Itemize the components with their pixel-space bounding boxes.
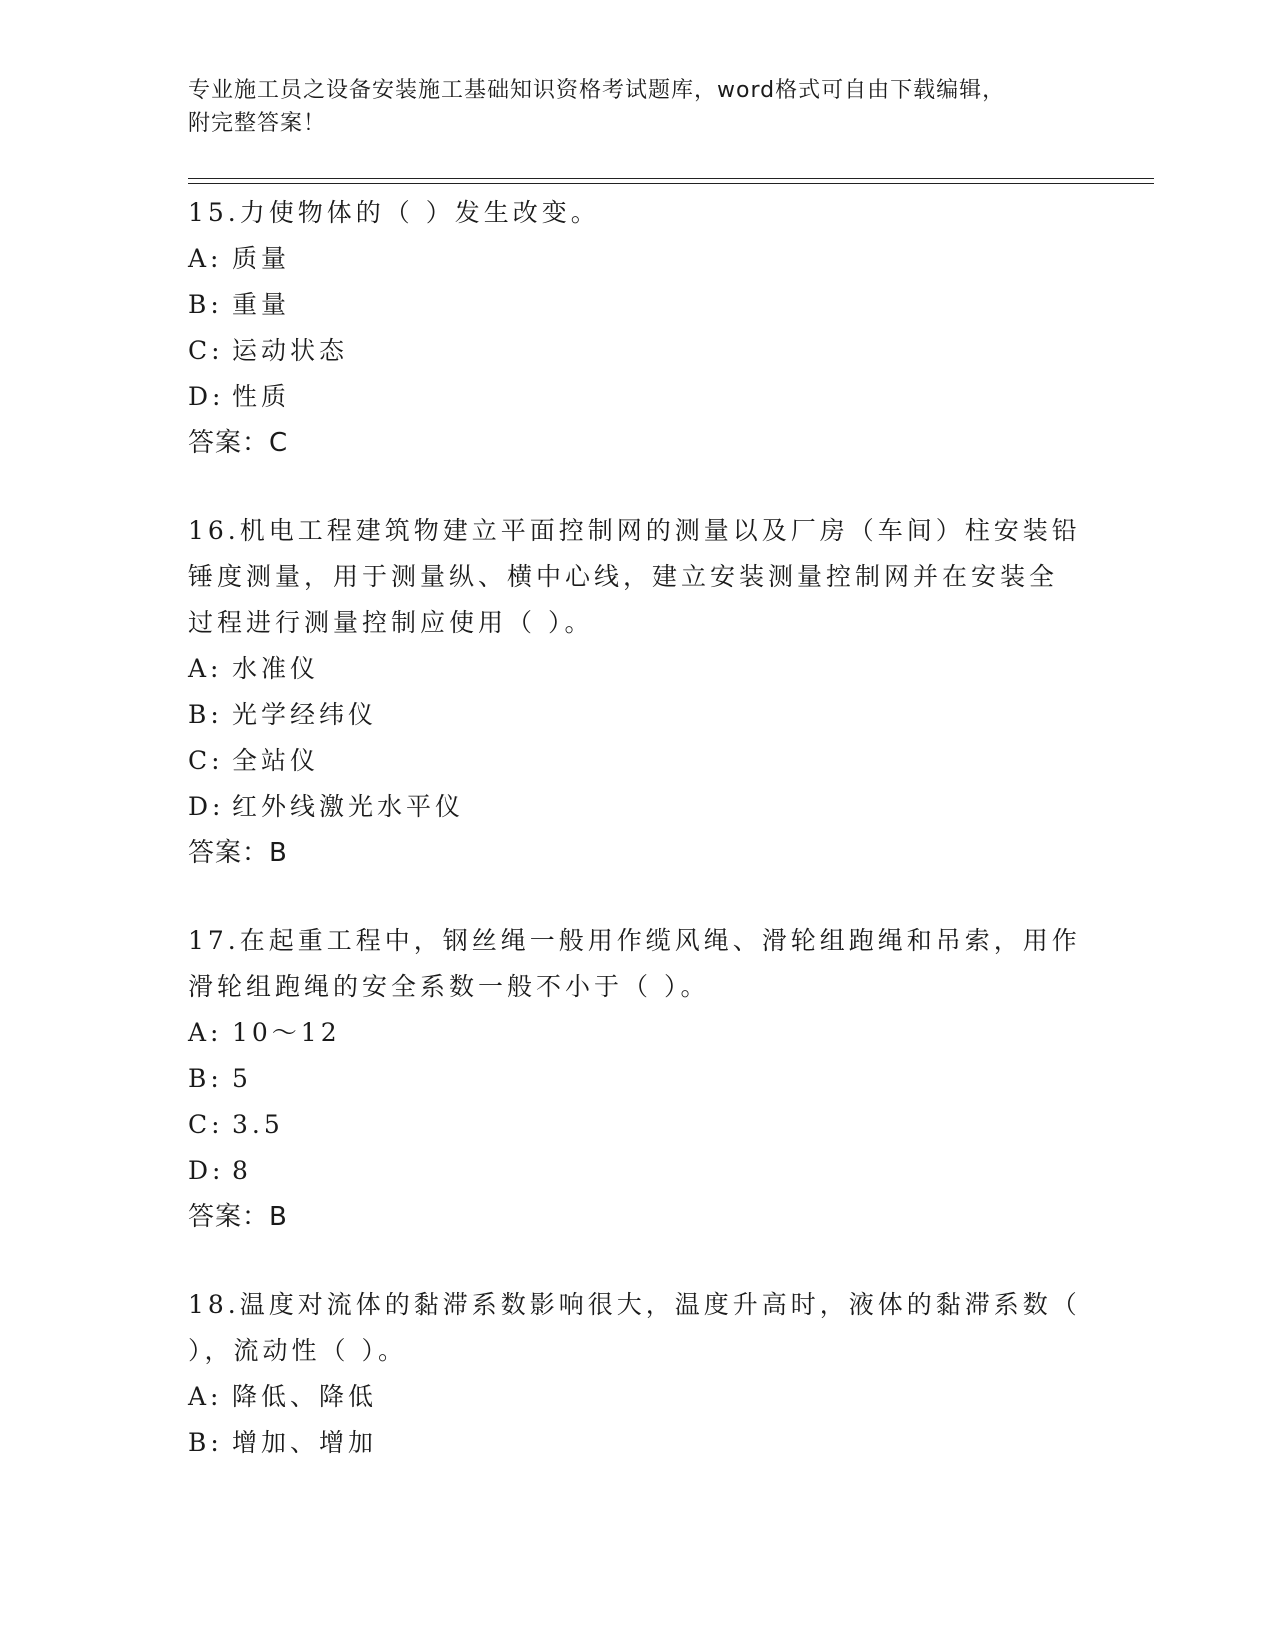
option-letter: B: xyxy=(188,1428,223,1457)
answer-line: 答案：B xyxy=(188,1202,288,1232)
question-stem-line: 过程进行测量控制应使用（ ）。 xyxy=(188,608,594,637)
document-header xyxy=(188,74,1088,140)
option-letter: C: xyxy=(188,746,224,775)
option-letter: A: xyxy=(188,1382,223,1411)
question-spacer xyxy=(188,466,1088,508)
option-letter: A: xyxy=(188,1018,223,1047)
option-letter: A: xyxy=(188,654,223,683)
option-a xyxy=(188,1010,1088,1056)
option-text: 3.5 xyxy=(232,1110,284,1139)
question-15 xyxy=(188,190,1088,466)
option-letter: D: xyxy=(188,382,225,411)
answer-line: 答案：B xyxy=(188,838,288,868)
option-c xyxy=(188,1102,1088,1148)
option-text: 全站仪 xyxy=(232,746,320,775)
option-letter: B: xyxy=(188,1064,223,1093)
option-d xyxy=(188,784,1088,830)
question-18 xyxy=(188,1282,1088,1466)
question-16 xyxy=(188,508,1088,876)
header-line-2: 附完整答案！ xyxy=(188,111,327,136)
option-text: 运动状态 xyxy=(232,336,349,365)
question-stem-line: 锤度测量，用于测量纵、横中心线，建立安装测量控制网并在安装全 xyxy=(188,562,1059,591)
option-d xyxy=(188,1148,1088,1194)
question-stem-line: ），流动性（ ）。 xyxy=(188,1336,407,1365)
question-stem-line: 18.温度对流体的黏滞系数影响很大，温度升高时，液体的黏滞系数（ xyxy=(188,1290,1081,1319)
header-line-1: 专业施工员之设备安装施工基础知识资格考试题库，word格式可自由下载编辑， xyxy=(188,78,1006,103)
header-divider-top xyxy=(188,178,1154,179)
option-d xyxy=(188,374,1088,420)
option-text: 光学经纬仪 xyxy=(232,700,378,729)
option-text: 10～12 xyxy=(232,1018,341,1047)
question-stem-line: 15.力使物体的（ ）发生改变。 xyxy=(188,198,600,227)
question-list xyxy=(188,190,1088,1466)
answer-line: 答案：C xyxy=(188,428,289,458)
option-letter: C: xyxy=(188,1110,224,1139)
option-a xyxy=(188,646,1088,692)
option-b xyxy=(188,1420,1088,1466)
option-letter: B: xyxy=(188,290,223,319)
option-a xyxy=(188,236,1088,282)
option-letter: A: xyxy=(188,244,223,273)
option-b xyxy=(188,692,1088,738)
question-spacer xyxy=(188,876,1088,918)
question-stem-line: 16.机电工程建筑物建立平面控制网的测量以及厂房（车间）柱安装铅 xyxy=(188,516,1081,545)
question-spacer xyxy=(188,1240,1088,1282)
option-text: 质量 xyxy=(232,244,291,273)
option-text: 降低、降低 xyxy=(232,1382,378,1411)
option-b xyxy=(188,1056,1088,1102)
option-b xyxy=(188,282,1088,328)
option-c xyxy=(188,328,1088,374)
option-text: 8 xyxy=(232,1156,252,1185)
option-c xyxy=(188,738,1088,784)
option-letter: C: xyxy=(188,336,224,365)
option-text: 性质 xyxy=(232,382,291,411)
option-letter: B: xyxy=(188,700,223,729)
option-letter: D: xyxy=(188,1156,225,1185)
question-17 xyxy=(188,918,1088,1240)
option-letter: D: xyxy=(188,792,225,821)
option-a xyxy=(188,1374,1088,1420)
header-divider-bottom xyxy=(188,183,1154,184)
option-text: 5 xyxy=(232,1064,252,1093)
option-text: 增加、增加 xyxy=(232,1428,378,1457)
question-stem-line: 滑轮组跑绳的安全系数一般不小于（ ）。 xyxy=(188,972,710,1001)
question-stem-line: 17.在起重工程中，钢丝绳一般用作缆风绳、滑轮组跑绳和吊索，用作 xyxy=(188,926,1081,955)
option-text: 水准仪 xyxy=(232,654,320,683)
option-text: 红外线激光水平仪 xyxy=(232,792,465,821)
option-text: 重量 xyxy=(232,290,291,319)
